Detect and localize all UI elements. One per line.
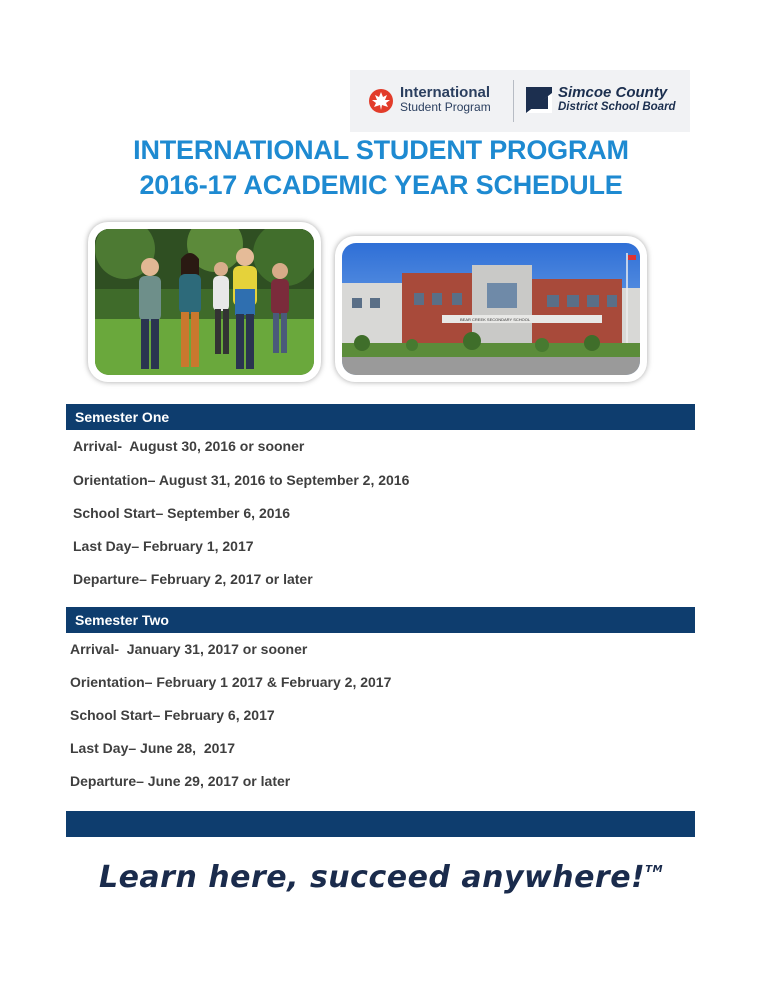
semester-one-last-day: Last Day– February 1, 2017 [73, 538, 254, 554]
maple-leaf-icon [368, 88, 394, 114]
tagline [0, 860, 762, 895]
trademark-mark: TM [645, 864, 664, 875]
semester-one-school-start: School Start– September 6, 2016 [73, 505, 291, 521]
scdsb-logo-icon [526, 87, 552, 113]
page-title-line2: 2016-17 ACADEMIC YEAR SCHEDULE [139, 170, 623, 200]
semester-two-last-day: Last Day– June 28, 2017 [70, 740, 235, 756]
students-photo [95, 229, 314, 375]
semester-two-orientation: Orientation– February 1 2017 & February 2, 2017 [70, 674, 392, 690]
logo-bar [350, 70, 690, 132]
semester-one-arrival: Arrival- August 30, 2016 or sooner [73, 438, 305, 454]
isp-logo-line2: Student Program [400, 100, 491, 114]
semester-one-heading: Semester One [66, 404, 695, 430]
isp-logo-line1: International [400, 84, 491, 101]
scdsb-logo-line2: District School Board [558, 101, 676, 113]
isp-logo-text [400, 85, 491, 115]
tagline-text: Learn here, succeed anywhere! [98, 860, 646, 895]
page-title-line1: INTERNATIONAL STUDENT PROGRAM [133, 135, 629, 165]
semester-two-departure: Departure– June 29, 2017 or later [70, 773, 291, 789]
logo-divider [513, 80, 514, 122]
semester-two-arrival: Arrival- January 31, 2017 or sooner [70, 641, 308, 657]
semester-two-school-start: School Start– February 6, 2017 [70, 707, 275, 723]
scdsb-logo-text [558, 85, 676, 115]
students-photo-frame [88, 222, 321, 382]
students-photo-image [95, 229, 314, 375]
semester-one-departure: Departure– February 2, 2017 or later [73, 571, 313, 587]
school-building-photo [342, 243, 640, 375]
school-building-image [342, 243, 640, 375]
footer-bar [66, 811, 695, 837]
school-photo-frame [335, 236, 647, 382]
scdsb-logo-line1: Simcoe County [558, 84, 668, 101]
school-sign-text: BEAR CREEK SECONDARY SCHOOL [460, 317, 531, 322]
semester-one-orientation: Orientation– August 31, 2016 to September 2, 2016 [73, 472, 410, 488]
semester-two-heading: Semester Two [66, 607, 695, 633]
